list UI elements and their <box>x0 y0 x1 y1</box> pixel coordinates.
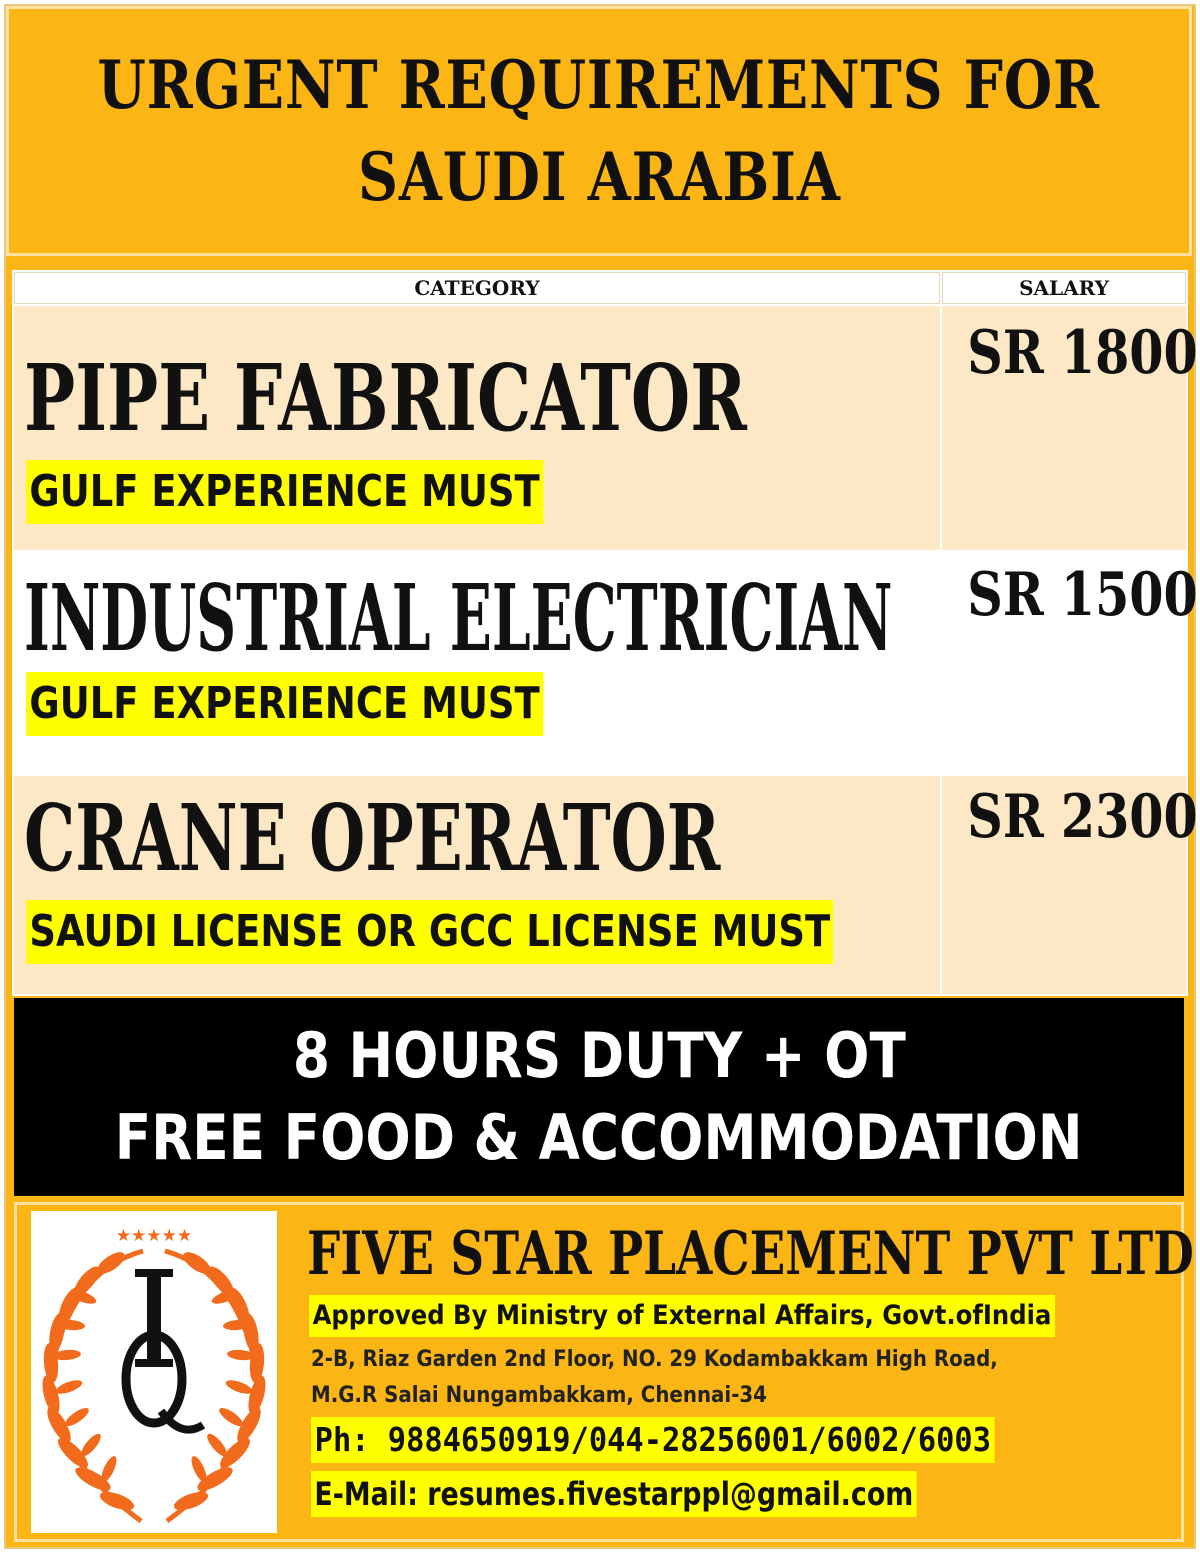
job-salary: SR 2300 <box>967 782 1198 852</box>
job-requirement: SAUDI LICENSE OR GCC LICENSE MUST <box>26 900 834 964</box>
company-footer <box>14 1202 1194 1542</box>
job-row-crane-operator <box>14 776 940 994</box>
column-header-category: CATEGORY <box>14 272 940 304</box>
job-title: INDUSTRIAL ELECTRICIAN <box>24 564 893 672</box>
benefits-band <box>14 998 1184 1196</box>
logo-stars: ★★★★★ <box>115 1226 193 1246</box>
email-address: E-Mail: resumes.fivestarppl@gmail.com <box>311 1471 917 1517</box>
benefits-line1: 8 HOURS DUTY + OT <box>292 1019 906 1092</box>
company-name: FIVE STAR PLACEMENT PVT LTD <box>307 1219 1194 1289</box>
poster-header <box>6 6 1192 256</box>
address-line1: 2-B, Riaz Garden 2nd Floor, NO. 29 Kodambakkam High Road, <box>311 1347 998 1372</box>
job-title: PIPE FABRICATOR <box>24 344 747 452</box>
job-requirement: GULF EXPERIENCE MUST <box>26 460 543 524</box>
header-title-line2: SAUDI ARABIA <box>357 138 841 216</box>
job-row-pipe-fabricator <box>14 306 940 550</box>
column-header-salary: SALARY <box>942 272 1186 304</box>
laurel-logo-icon <box>31 1211 277 1533</box>
benefits-line2: FREE FOOD & ACCOMMODATION <box>115 1101 1083 1174</box>
salary-cell <box>942 554 1198 772</box>
job-row-industrial-electrician <box>14 554 940 772</box>
company-logo <box>31 1211 277 1533</box>
job-salary: SR 1500 <box>967 560 1198 630</box>
header-title-line1: URGENT REQUIREMENTS FOR <box>97 46 1101 124</box>
approval-note: Approved By Ministry of External Affairs, Govt.ofIndia <box>309 1295 1055 1337</box>
salary-cell <box>942 306 1198 550</box>
job-title: CRANE OPERATOR <box>24 784 721 892</box>
job-salary: SR 1800 <box>967 318 1198 388</box>
address-line2: M.G.R Salai Nungambakkam, Chennai-34 <box>311 1383 767 1408</box>
job-requirement: GULF EXPERIENCE MUST <box>26 672 543 736</box>
phone-numbers: Ph: 9884650919/044-28256001/6002/6003 <box>311 1417 995 1463</box>
jobs-table <box>12 270 1198 996</box>
salary-cell <box>942 776 1198 994</box>
